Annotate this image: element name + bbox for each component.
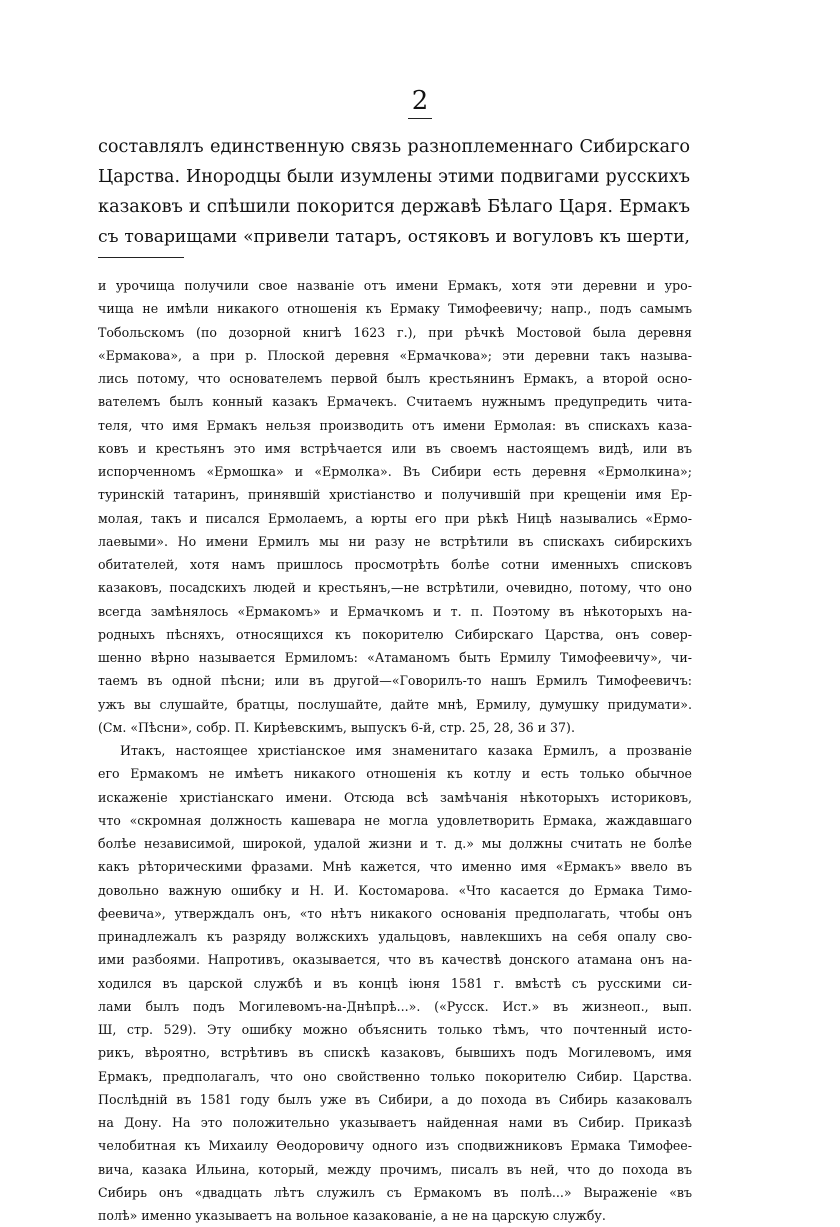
main-text-line: съ товарищами «привели татаръ, остяковъ и вогуловъ къ шерти, [98,227,690,247]
footnote-line: ужъ вы слушайте, братцы, послушайте, дайте мнѣ, Ермилу, думушку придумати». [98,696,692,712]
footnote-line: какъ рѣторическими фразами. Мнѣ кажется, что именно имя «Ермакъ» ввело въ [98,859,692,875]
footnote-line: принадлежалъ къ разряду волжскихъ удальцовъ, навлекшихъ на себя опалу сво- [98,929,692,944]
footnote-line: вича, казака Ильина, который, между прочимъ, писалъ въ ней, что до похода въ [98,1161,692,1177]
footnote-line: лаевыми». Но имени Ермилъ мы ни разу не встрѣтили въ спискахъ сибирскихъ [98,533,692,549]
footnote-line: лами былъ подъ Могилевомъ-на-Днѣпрѣ...». («Русск. Ист.» въ жизнеоп., вып. [98,998,692,1014]
footnote-line: туринскій татаринъ, принявшій христіанство и получившій при крещеніи имя Ер- [98,487,692,503]
footnote-line: испорченномъ «Ермошка» и «Ермолка». Въ Сибири есть деревня «Ермолкина»; [98,464,692,479]
footnote-line: довольно важную ошибку и Н. И. Костомарова. «Что касается до Ермака Тимо- [98,882,692,898]
footnote-divider [98,257,184,258]
footnote-line: ходился въ царской службѣ и въ концѣ іюня 1581 г. вмѣстѣ съ русскими си- [98,975,692,991]
footnote-line: Итакъ, настоящее христіанское имя знаменитаго казака Ермилъ, а прозваніе [120,743,692,758]
footnote-line: теля, что имя Ермакъ нельзя производить отъ имени Ермолая: въ спискахъ каза- [98,417,692,433]
footnote-line: «Ермакова», а при р. Плоской деревня «Ермачкова»; эти деревни такъ называ- [98,347,692,363]
footnote-line: молая, такъ и писался Ермолаемъ, а юрты его при рѣкѣ Ницѣ назывались «Ермо- [98,510,692,526]
footnote-line: шенно вѣрно называется Ермиломъ: «Атаманомъ быть Ермилу Тимофеевичу», чи- [98,650,692,665]
footnote-line: рикъ, вѣроятно, встрѣтивъ въ спискѣ казаковъ, бывшихъ подъ Могилевомъ, имя [98,1045,692,1061]
footnote-block [98,274,692,1227]
footnote-line: всегда замѣнялось «Ермакомъ» и Ермачкомъ и т. п. Поэтому въ нѣкоторыхъ на- [98,603,692,619]
page-number-text: 2 [408,86,433,119]
main-text-line: составлялъ единственную связь разноплеменнаго Сибирскаго [98,137,690,157]
footnote-line: Тобольскомъ (по дозорной книгѣ 1623 г.), при рѣчкѣ Мостовой была деревня [98,324,692,340]
footnote-line: его Ермакомъ не имѣетъ никакого отношенія къ котлу и есть только обычное [98,766,692,782]
footnote-line: Послѣдній въ 1581 году былъ уже въ Сибири, а до похода въ Сибирь казаковалъ [98,1091,692,1107]
footnote-line: Ш, стр. 529). Эту ошибку можно объяснить только тѣмъ, что почтенный исто- [98,1022,692,1037]
footnote-line: (См. «Пѣсни», собр. П. Кирѣевскимъ, выпускъ 6-й, стр. 25, 28, 36 и 37). [98,719,575,735]
footnote-line: искаженіе христіанскаго имени. Отсюда всѣ замѣчанія нѣкоторыхъ историковъ, [98,789,692,805]
main-text-block [98,132,690,252]
footnote-line: челобитная къ Михаилу Ѳеодоровичу одного изъ сподвижниковъ Ермака Тимофее- [98,1138,692,1154]
footnote-line: полѣ» именно указываетъ на вольное казакованіе, а не на царскую службу. [98,1208,606,1223]
footnote-line: Сибирь онъ «двадцать лѣтъ служилъ съ Ермакомъ въ полѣ...» Выраженіе «въ [98,1184,692,1200]
footnote-line: казаковъ, посадскихъ людей и крестьянъ,—не встрѣтили, очевидно, потому, что оно [98,580,692,596]
footnote-line: на Дону. На это положительно указываетъ найденная нами въ Сибир. Приказѣ [98,1115,692,1130]
main-text-line: казаковъ и спѣшили покорится державѣ Бѣлаго Царя. Ермакъ [98,197,690,217]
main-text-line: Царства. Инородцы были изумлены этими подвигами русскихъ [98,167,690,187]
page-number [0,86,840,119]
footnote-line: феевича», утверждалъ онъ, «то нѣтъ никакого основанія предполагать, чтобы онъ [98,905,692,921]
footnote-line: вателемъ былъ конный казакъ Ермачекъ. Считаемъ нужнымъ предупредить чита- [98,394,692,410]
footnote-line: таемъ въ одной пѣсни; или въ другой—«Говорилъ-то нашъ Ермилъ Тимофеевичъ: [98,673,692,689]
footnote-line: лись потому, что основателемъ первой былъ крестьянинъ Ермакъ, а второй осно- [98,371,692,386]
footnote-line: чища не имѣли никакого отношенія къ Ермаку Тимофеевичу; напр., подъ самымъ [98,301,692,317]
footnote-line: что «скромная должность кашевара не могла удовлетворить Ермака, жаждавшаго [98,812,692,828]
footnote-line: ковъ и крестьянъ это имя встрѣчается или въ своемъ настоящемъ видѣ, или въ [98,440,692,456]
footnote-line: обитателей, хотя намъ пришлось просмотрѣть болѣе сотни именныхъ списковъ [98,557,692,572]
footnote-line: и урочища получили свое названіе отъ имени Ермакъ, хотя эти деревни и уро- [98,278,692,293]
footnote-line: ими разбоями. Напротивъ, оказывается, что въ качествѣ донского атамана онъ на- [98,952,692,968]
footnote-line: Ермакъ, предполагалъ, что оно свойственно только покорителю Сибир. Царства. [98,1068,692,1084]
footnote-line: болѣе независимой, широкой, удалой жизни и т. д.» мы должны считать не болѣе [98,836,692,851]
footnote-line: родныхъ пѣсняхъ, относящихся къ покорителю Сибирскаго Царства, онъ совер- [98,626,692,642]
